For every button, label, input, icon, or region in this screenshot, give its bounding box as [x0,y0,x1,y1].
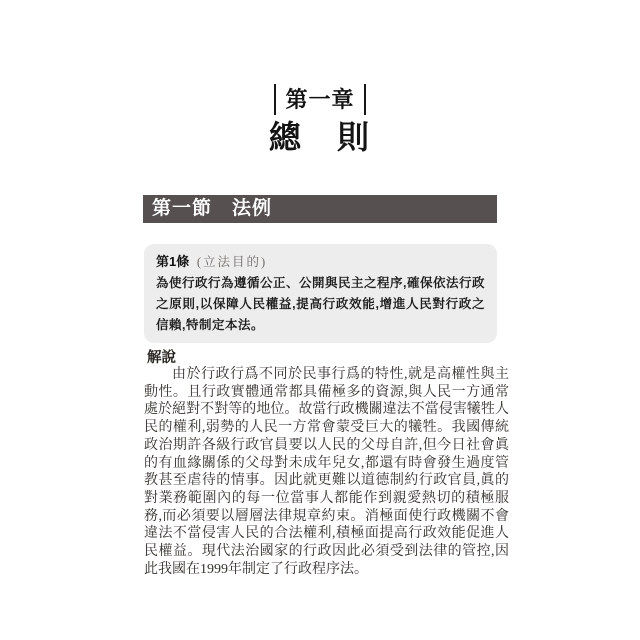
chapter-header [0,84,640,155]
chapter-number-label: 第一章 [274,84,365,115]
section-banner-label: 第一節 法例 [152,198,273,219]
article-body-text: 為使行政行為遵循公正、公開與民主之程序,確保依法行政之原則,以保障人民權益,提高行政效能,增進人民對行政之信賴,特制定本法。 [156,276,485,332]
article-number: 第1條 [156,254,190,269]
article-head [156,252,485,272]
commentary-heading: 解說 [147,350,176,366]
commentary-body-text: 由於行政行爲不同於民事行爲的特性,就是高權性與主動性。且行政實體通常都具備極多的資源,與人民一方通常處於絕對不對等的地位。故當行政機關違法不當侵害犧牲人民的權利,弱勢的人民一方常會蒙受巨大的犧牲。我國傳統政治期許各級行政官員要以人民的父母自許,但今日社會眞的有血緣關係的父母對未成年兒女,都還有時會發生過度管教甚至虐待的情事。因此就更難以道德制約行政官員,眞的對業務範圍內的每一位當事人都能作到親愛熱切的積極服務,而必須要以層層法律規章約束。消極面使行政機關不會違法不當侵害人民的合法權利,積極面提高行政效能促進人民權益。現代法治國家的行政因此必須受到法律的管控,因此我國在1999年制定了行政程序法。 [144,367,509,577]
article-subtitle: (立法目的) [196,255,268,269]
chapter-title: 總 則 [268,119,371,156]
section-banner [143,195,497,223]
article-box [144,244,497,343]
